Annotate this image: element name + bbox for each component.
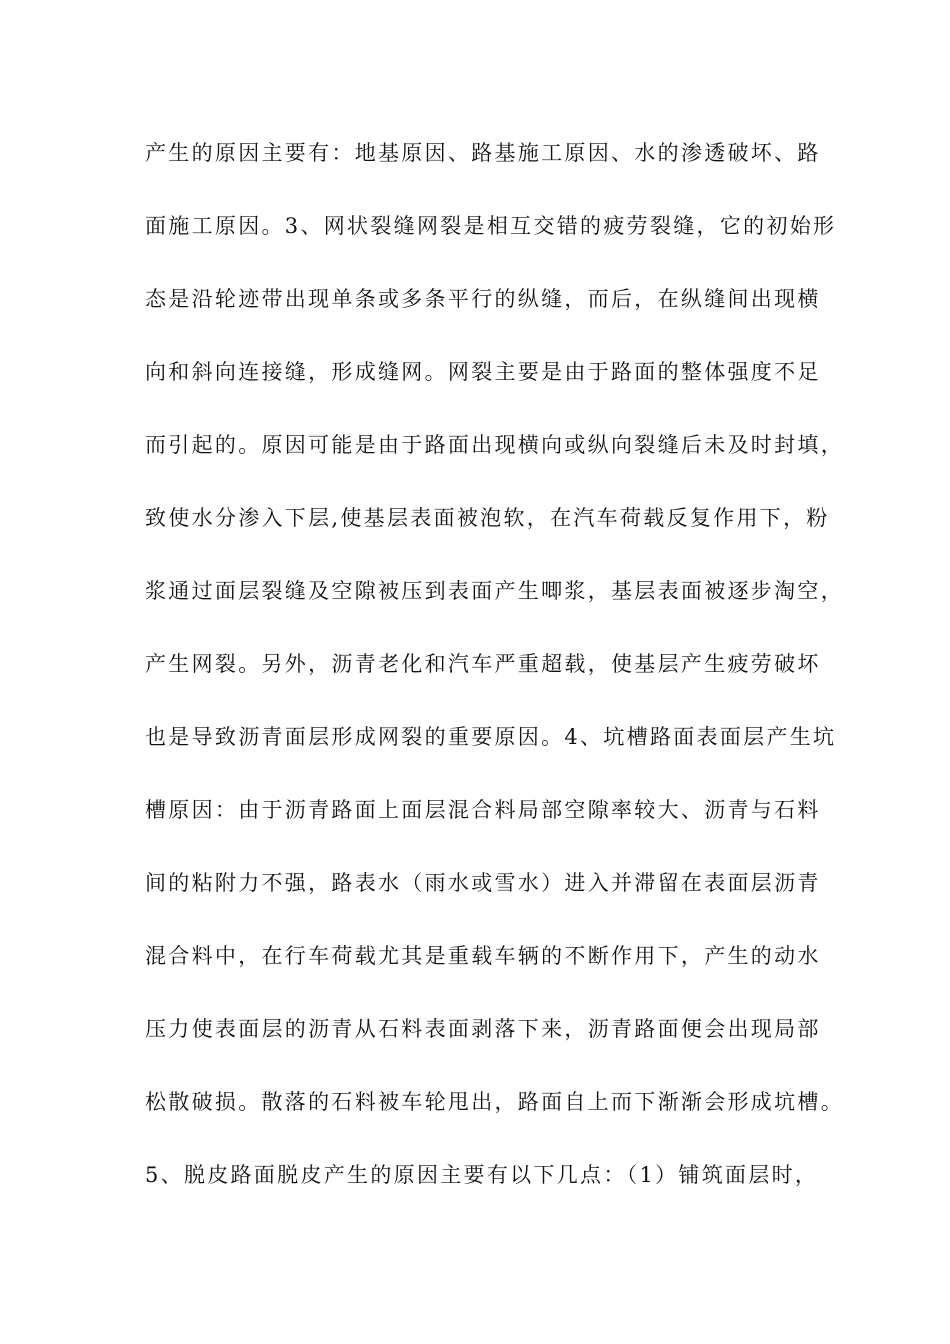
text-line: 而引起的。原因可能是由于路面出现横向或纵向裂缝后未及时封填，	[145, 433, 844, 457]
text-line: 向和斜向连接缝，形成缝网。网裂主要是由于路面的整体强度不足	[145, 360, 821, 384]
text-line: 5、脱皮路面脱皮产生的原因主要有以下几点：（1）铺筑面层时，	[145, 1163, 819, 1187]
text-line: 产生的原因主要有：地基原因、路基施工原因、水的渗透破坏、路	[145, 141, 821, 165]
text-line: 也是导致沥青面层形成网裂的重要原因。4、坑槽路面表面层产生坑	[145, 725, 837, 749]
text-line: 面施工原因。3、网状裂缝网裂是相互交错的疲劳裂缝，它的初始形	[145, 214, 837, 238]
text-line: 松散破损。散落的石料被车轮甩出，路面自上而下渐渐会形成坑槽。	[145, 1090, 844, 1114]
text-line: 致使水分渗入下层,使基层表面被泡软，在汽车荷载反复作用下，粉	[145, 506, 830, 530]
text-line: 产生网裂。另外，沥青老化和汽车严重超载，使基层产生疲劳破坏	[145, 652, 821, 676]
text-line: 浆通过面层裂缝及空隙被压到表面产生唧浆，基层表面被逐步淘空，	[145, 579, 844, 603]
text-line: 混合料中，在行车荷载尤其是重载车辆的不断作用下，产生的动水	[145, 944, 821, 968]
body-text	[145, 135, 844, 1230]
text-line: 态是沿轮迹带出现单条或多条平行的纵缝，而后，在纵缝间出现横	[145, 287, 821, 311]
text-line: 压力使表面层的沥青从石料表面剥落下来，沥青路面便会出现局部	[145, 1017, 821, 1041]
text-line: 间的粘附力不强，路表水（雨水或雪水）进入并滞留在表面层沥青	[145, 871, 821, 895]
text-line: 槽原因：由于沥青路面上面层混合料局部空隙率较大、沥青与石料	[145, 798, 821, 822]
